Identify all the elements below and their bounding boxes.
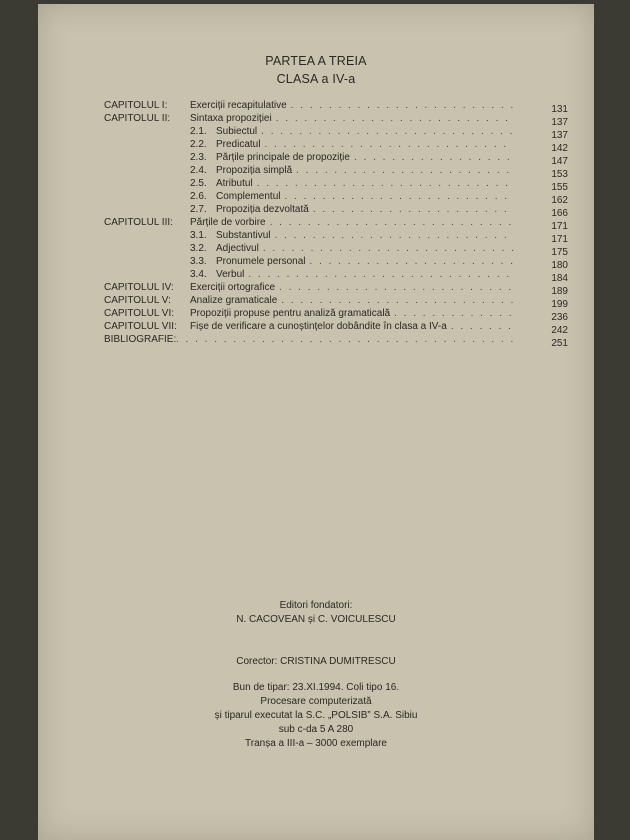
toc-entry [190, 243, 518, 255]
toc-row [38, 334, 594, 349]
toc-title: Propoziția simplă [216, 165, 293, 176]
toc-entry [190, 256, 518, 268]
toc-section-number: 2.6. [190, 191, 207, 202]
toc-entry [190, 152, 518, 164]
toc-row [38, 100, 594, 115]
toc-leader-dots [279, 282, 514, 294]
toc-leader-dots [261, 126, 514, 138]
toc-leader-dots [176, 334, 514, 346]
toc-row [38, 295, 594, 310]
toc-entry [190, 139, 518, 151]
toc-title: Adjectivul [216, 243, 259, 254]
toc-page-number: 137 [551, 117, 568, 128]
toc-row [38, 165, 594, 180]
toc-chapter-label: CAPITOLUL V: [104, 295, 171, 306]
toc-entry [190, 282, 518, 294]
toc-page-number: 251 [551, 338, 568, 349]
toc-entry [190, 269, 518, 281]
toc-leader-dots [296, 165, 514, 177]
toc-entry [190, 308, 518, 320]
book-page [38, 4, 594, 840]
toc-page-number: 189 [551, 286, 568, 297]
toc-title: Verbul [216, 269, 245, 280]
toc-row [38, 152, 594, 167]
toc-chapter-label: CAPITOLUL III: [104, 217, 173, 228]
toc-page-number: 137 [551, 130, 568, 141]
toc-section-number: 3.3. [190, 256, 207, 267]
toc-page-number: 199 [551, 299, 568, 310]
edition-line: Tranșa a III-a – 3000 exemplare [245, 738, 387, 749]
founders-label: Editori fondatori: [279, 600, 353, 611]
toc-row [38, 178, 594, 193]
toc-leader-dots [281, 295, 514, 307]
toc-page-number: 242 [551, 325, 568, 336]
toc-entry [190, 113, 518, 125]
toc-title: Sintaxa propoziției [190, 113, 272, 124]
toc-leader-dots [313, 204, 514, 216]
toc-chapter-label: CAPITOLUL IV: [104, 282, 174, 293]
toc-section-number: 2.7. [190, 204, 207, 215]
toc-row [38, 282, 594, 297]
toc-title: Părțile de vorbire [190, 217, 266, 228]
toc-title: Propoziția dezvoltată [216, 204, 309, 215]
toc-section-number: 3.4. [190, 269, 207, 280]
corrector-line: Corector: CRISTINA DUMITRESCU [236, 656, 396, 667]
toc-page-number: 184 [551, 273, 568, 284]
toc-row [38, 204, 594, 219]
toc-section-number: 2.4. [190, 165, 207, 176]
toc-entry [190, 321, 518, 333]
toc-entry [190, 178, 518, 190]
toc-entry [190, 295, 518, 307]
order-line: sub c-da 5 A 280 [278, 724, 354, 735]
toc-page-number: 166 [551, 208, 568, 219]
class-title: CLASA a IV-a [276, 72, 356, 86]
toc-title: Exerciții recapitulative [190, 100, 287, 111]
toc-page-number: 142 [551, 143, 568, 154]
toc-row [38, 230, 594, 245]
toc-row [38, 269, 594, 284]
toc-leader-dots [291, 100, 514, 112]
toc-entry [190, 165, 518, 177]
toc-leader-dots [274, 230, 514, 242]
toc-page-number: 153 [551, 169, 568, 180]
toc-entry [190, 191, 518, 203]
toc-leader-dots [451, 321, 514, 333]
toc-chapter-label: CAPITOLUL II: [104, 113, 171, 124]
toc-page-number: 171 [551, 234, 568, 245]
founders-names: N. CACOVEAN și C. VOICULESCU [236, 614, 396, 625]
toc-leader-dots [284, 191, 514, 203]
toc-title: Complementul [216, 191, 281, 202]
toc-chapter-label: CAPITOLUL VI: [104, 308, 175, 319]
printing-line: și tiparul executat la S.C. „POLSIB” S.A. Sibiu [214, 710, 418, 721]
toc-title: Substantivul [216, 230, 271, 241]
toc-entry [172, 334, 518, 346]
toc-row [38, 321, 594, 336]
toc-page-number: 147 [551, 156, 568, 167]
toc-entry [190, 230, 518, 242]
toc-title: Propoziții propuse pentru analiză gramaticală [190, 308, 391, 319]
toc-row [38, 217, 594, 232]
toc-leader-dots [394, 308, 514, 320]
toc-title: Analize gramaticale [190, 295, 278, 306]
toc-page-number: 155 [551, 182, 568, 193]
toc-chapter-label: CAPITOLUL I: [104, 100, 168, 111]
toc-row [38, 243, 594, 258]
toc-page-number: 236 [551, 312, 568, 323]
toc-section-number: 3.1. [190, 230, 207, 241]
toc-row [38, 126, 594, 141]
toc-title: Părțile principale de propoziție [216, 152, 350, 163]
toc-section-number: 2.1. [190, 126, 207, 137]
toc-leader-dots [264, 139, 514, 151]
toc-title: Pronumele personal [216, 256, 306, 267]
toc-leader-dots [270, 217, 514, 229]
toc-leader-dots [276, 113, 514, 125]
print-date-line: Bun de tipar: 23.XI.1994. Coli tipo 16. [232, 682, 400, 693]
toc-page-number: 171 [551, 221, 568, 232]
toc-entry [190, 100, 518, 112]
toc-title: Fișe de verificare a cunoștințelor dobândite în clasa a IV-a [190, 321, 447, 332]
part-title: PARTEA A TREIA [265, 54, 367, 68]
toc-page-number: 162 [551, 195, 568, 206]
toc-title: Predicatul [216, 139, 261, 150]
toc-entry [190, 217, 518, 229]
processing-line: Procesare computerizată [260, 696, 372, 707]
toc-chapter-label: CAPITOLUL VII: [104, 321, 177, 332]
toc-row [38, 113, 594, 128]
toc-row [38, 256, 594, 271]
toc-title: Exerciții ortografice [190, 282, 276, 293]
toc-entry [190, 126, 518, 138]
toc-title: Atributul [216, 178, 253, 189]
toc-leader-dots [248, 269, 514, 281]
toc-leader-dots [257, 178, 514, 190]
toc-section-number: 2.2. [190, 139, 207, 150]
toc-row [38, 139, 594, 154]
toc-title: Subiectul [216, 126, 258, 137]
toc-entry [190, 204, 518, 216]
toc-row [38, 191, 594, 206]
toc-leader-dots [354, 152, 514, 164]
toc-section-number: 2.3. [190, 152, 207, 163]
toc-page-number: 180 [551, 260, 568, 271]
toc-leader-dots [263, 243, 514, 255]
toc-row [38, 308, 594, 323]
toc-page-number: 131 [551, 104, 568, 115]
toc-page-number: 175 [551, 247, 568, 258]
toc-chapter-label: BIBLIOGRAFIE: [104, 334, 177, 345]
toc-section-number: 3.2. [190, 243, 207, 254]
toc-leader-dots [310, 256, 515, 268]
toc-section-number: 2.5. [190, 178, 207, 189]
